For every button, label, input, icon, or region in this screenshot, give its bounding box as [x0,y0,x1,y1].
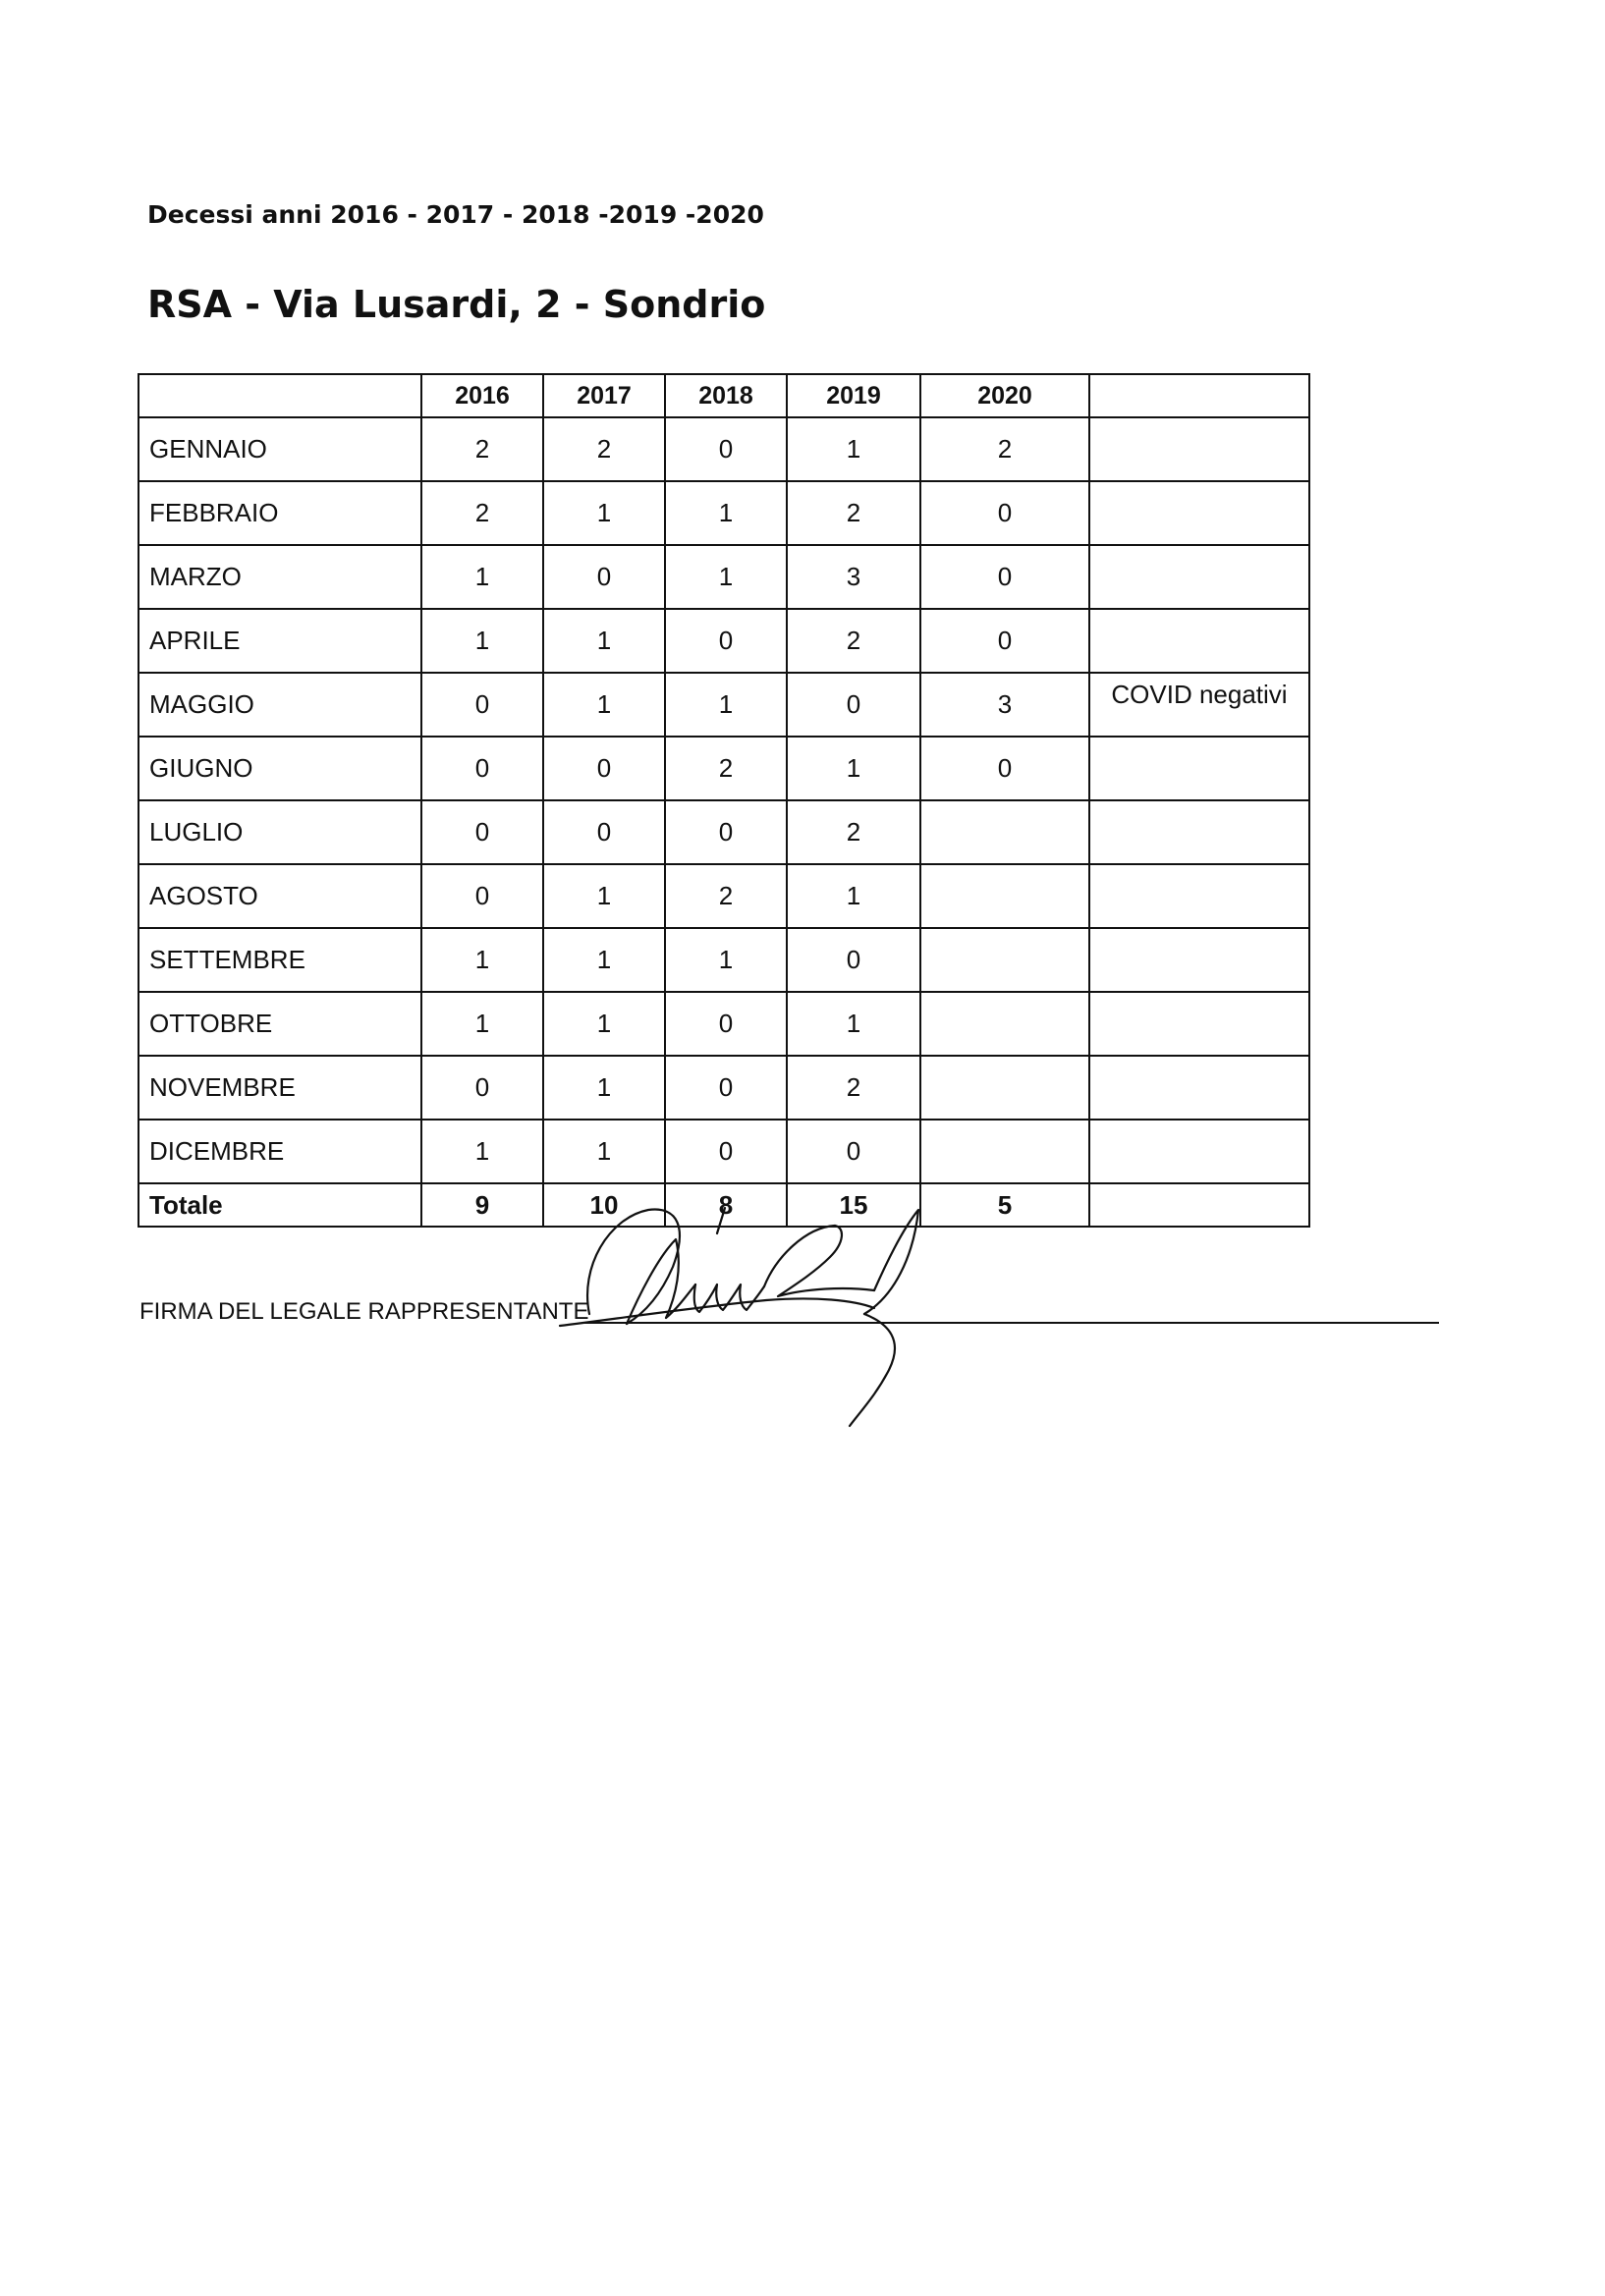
note-cell [1089,417,1309,481]
table-header-row [138,374,1309,417]
value-cell-2019: 2 [787,481,920,545]
note-cell [1089,864,1309,928]
value-cell-2019: 0 [787,1120,920,1183]
table-row [138,609,1309,673]
deaths-table [138,373,1310,1228]
value-cell-2017: 1 [543,1056,665,1120]
value-cell-2020 [920,1056,1089,1120]
month-cell: APRILE [138,609,421,673]
month-cell: FEBBRAIO [138,481,421,545]
table-row [138,1056,1309,1120]
value-cell-2016: 0 [421,673,543,737]
value-cell-2020: 0 [920,737,1089,800]
note-cell [1089,800,1309,864]
month-cell: MAGGIO [138,673,421,737]
value-cell-2018: 1 [665,673,787,737]
value-cell-2020: 0 [920,481,1089,545]
value-cell-2017: 1 [543,481,665,545]
handwritten-signature [550,1198,963,1434]
header-cell-blank [138,374,421,417]
value-cell-2017: 1 [543,1120,665,1183]
table-row [138,992,1309,1056]
header-cell-2017: 2017 [543,374,665,417]
header-cell-2018: 2018 [665,374,787,417]
header-cell-2016: 2016 [421,374,543,417]
value-cell-2019: 0 [787,673,920,737]
value-cell-2020: 3 [920,673,1089,737]
document-title: RSA - Via Lusardi, 2 - Sondrio [147,283,766,326]
total-cell-2020: 5 [920,1183,1089,1227]
value-cell-2017: 1 [543,864,665,928]
value-cell-2020: 2 [920,417,1089,481]
month-cell: LUGLIO [138,800,421,864]
total-cell-2017: 10 [543,1183,665,1227]
value-cell-2016: 0 [421,864,543,928]
value-cell-2018: 1 [665,928,787,992]
note-cell [1089,609,1309,673]
value-cell-2018: 1 [665,481,787,545]
value-cell-2020 [920,1120,1089,1183]
header-cell-2020: 2020 [920,374,1089,417]
note-cell [1089,1120,1309,1183]
month-cell: NOVEMBRE [138,1056,421,1120]
value-cell-2019: 2 [787,1056,920,1120]
value-cell-2018: 0 [665,992,787,1056]
total-cell-2016: 9 [421,1183,543,1227]
total-cell-2019: 15 [787,1183,920,1227]
month-cell: SETTEMBRE [138,928,421,992]
value-cell-2020 [920,928,1089,992]
value-cell-2019: 3 [787,545,920,609]
total-label: Totale [138,1183,421,1227]
value-cell-2017: 1 [543,609,665,673]
total-note-cell [1089,1183,1309,1227]
value-cell-2019: 1 [787,417,920,481]
document-subtitle: Decessi anni 2016 - 2017 - 2018 -2019 -2020 [147,200,764,229]
table-row [138,737,1309,800]
value-cell-2020 [920,992,1089,1056]
value-cell-2020: 0 [920,545,1089,609]
month-cell: DICEMBRE [138,1120,421,1183]
value-cell-2016: 1 [421,928,543,992]
value-cell-2016: 0 [421,737,543,800]
value-cell-2016: 1 [421,992,543,1056]
value-cell-2018: 0 [665,417,787,481]
note-cell [1089,928,1309,992]
note-cell [1089,737,1309,800]
month-cell: GIUGNO [138,737,421,800]
table-row [138,481,1309,545]
value-cell-2018: 0 [665,1120,787,1183]
value-cell-2016: 1 [421,545,543,609]
value-cell-2017: 1 [543,928,665,992]
month-cell: GENNAIO [138,417,421,481]
value-cell-2016: 2 [421,481,543,545]
value-cell-2018: 2 [665,737,787,800]
value-cell-2019: 1 [787,737,920,800]
month-cell: OTTOBRE [138,992,421,1056]
header-cell-2019: 2019 [787,374,920,417]
note-cell: COVID negativi [1089,673,1309,737]
value-cell-2017: 0 [543,800,665,864]
value-cell-2019: 1 [787,864,920,928]
value-cell-2016: 1 [421,609,543,673]
value-cell-2017: 0 [543,545,665,609]
value-cell-2019: 2 [787,609,920,673]
value-cell-2018: 0 [665,800,787,864]
value-cell-2020: 0 [920,609,1089,673]
month-cell: AGOSTO [138,864,421,928]
total-cell-2018: 8 [665,1183,787,1227]
value-cell-2018: 2 [665,864,787,928]
note-cell [1089,545,1309,609]
table-row [138,673,1309,737]
value-cell-2017: 0 [543,737,665,800]
note-cell [1089,481,1309,545]
value-cell-2016: 2 [421,417,543,481]
value-cell-2019: 1 [787,992,920,1056]
value-cell-2016: 0 [421,800,543,864]
header-cell-notes [1089,374,1309,417]
value-cell-2017: 1 [543,673,665,737]
value-cell-2018: 0 [665,609,787,673]
table-row [138,800,1309,864]
value-cell-2019: 0 [787,928,920,992]
value-cell-2017: 1 [543,992,665,1056]
table-row [138,864,1309,928]
value-cell-2018: 1 [665,545,787,609]
value-cell-2020 [920,864,1089,928]
value-cell-2016: 0 [421,1056,543,1120]
note-cell [1089,1056,1309,1120]
value-cell-2018: 0 [665,1056,787,1120]
note-cell [1089,992,1309,1056]
value-cell-2019: 2 [787,800,920,864]
table-row [138,417,1309,481]
table-row [138,1120,1309,1183]
table-row [138,928,1309,992]
value-cell-2016: 1 [421,1120,543,1183]
signature-label: FIRMA DEL LEGALE RAPPRESENTANTE [139,1298,589,1325]
month-cell: MARZO [138,545,421,609]
value-cell-2020 [920,800,1089,864]
value-cell-2017: 2 [543,417,665,481]
table-row [138,545,1309,609]
